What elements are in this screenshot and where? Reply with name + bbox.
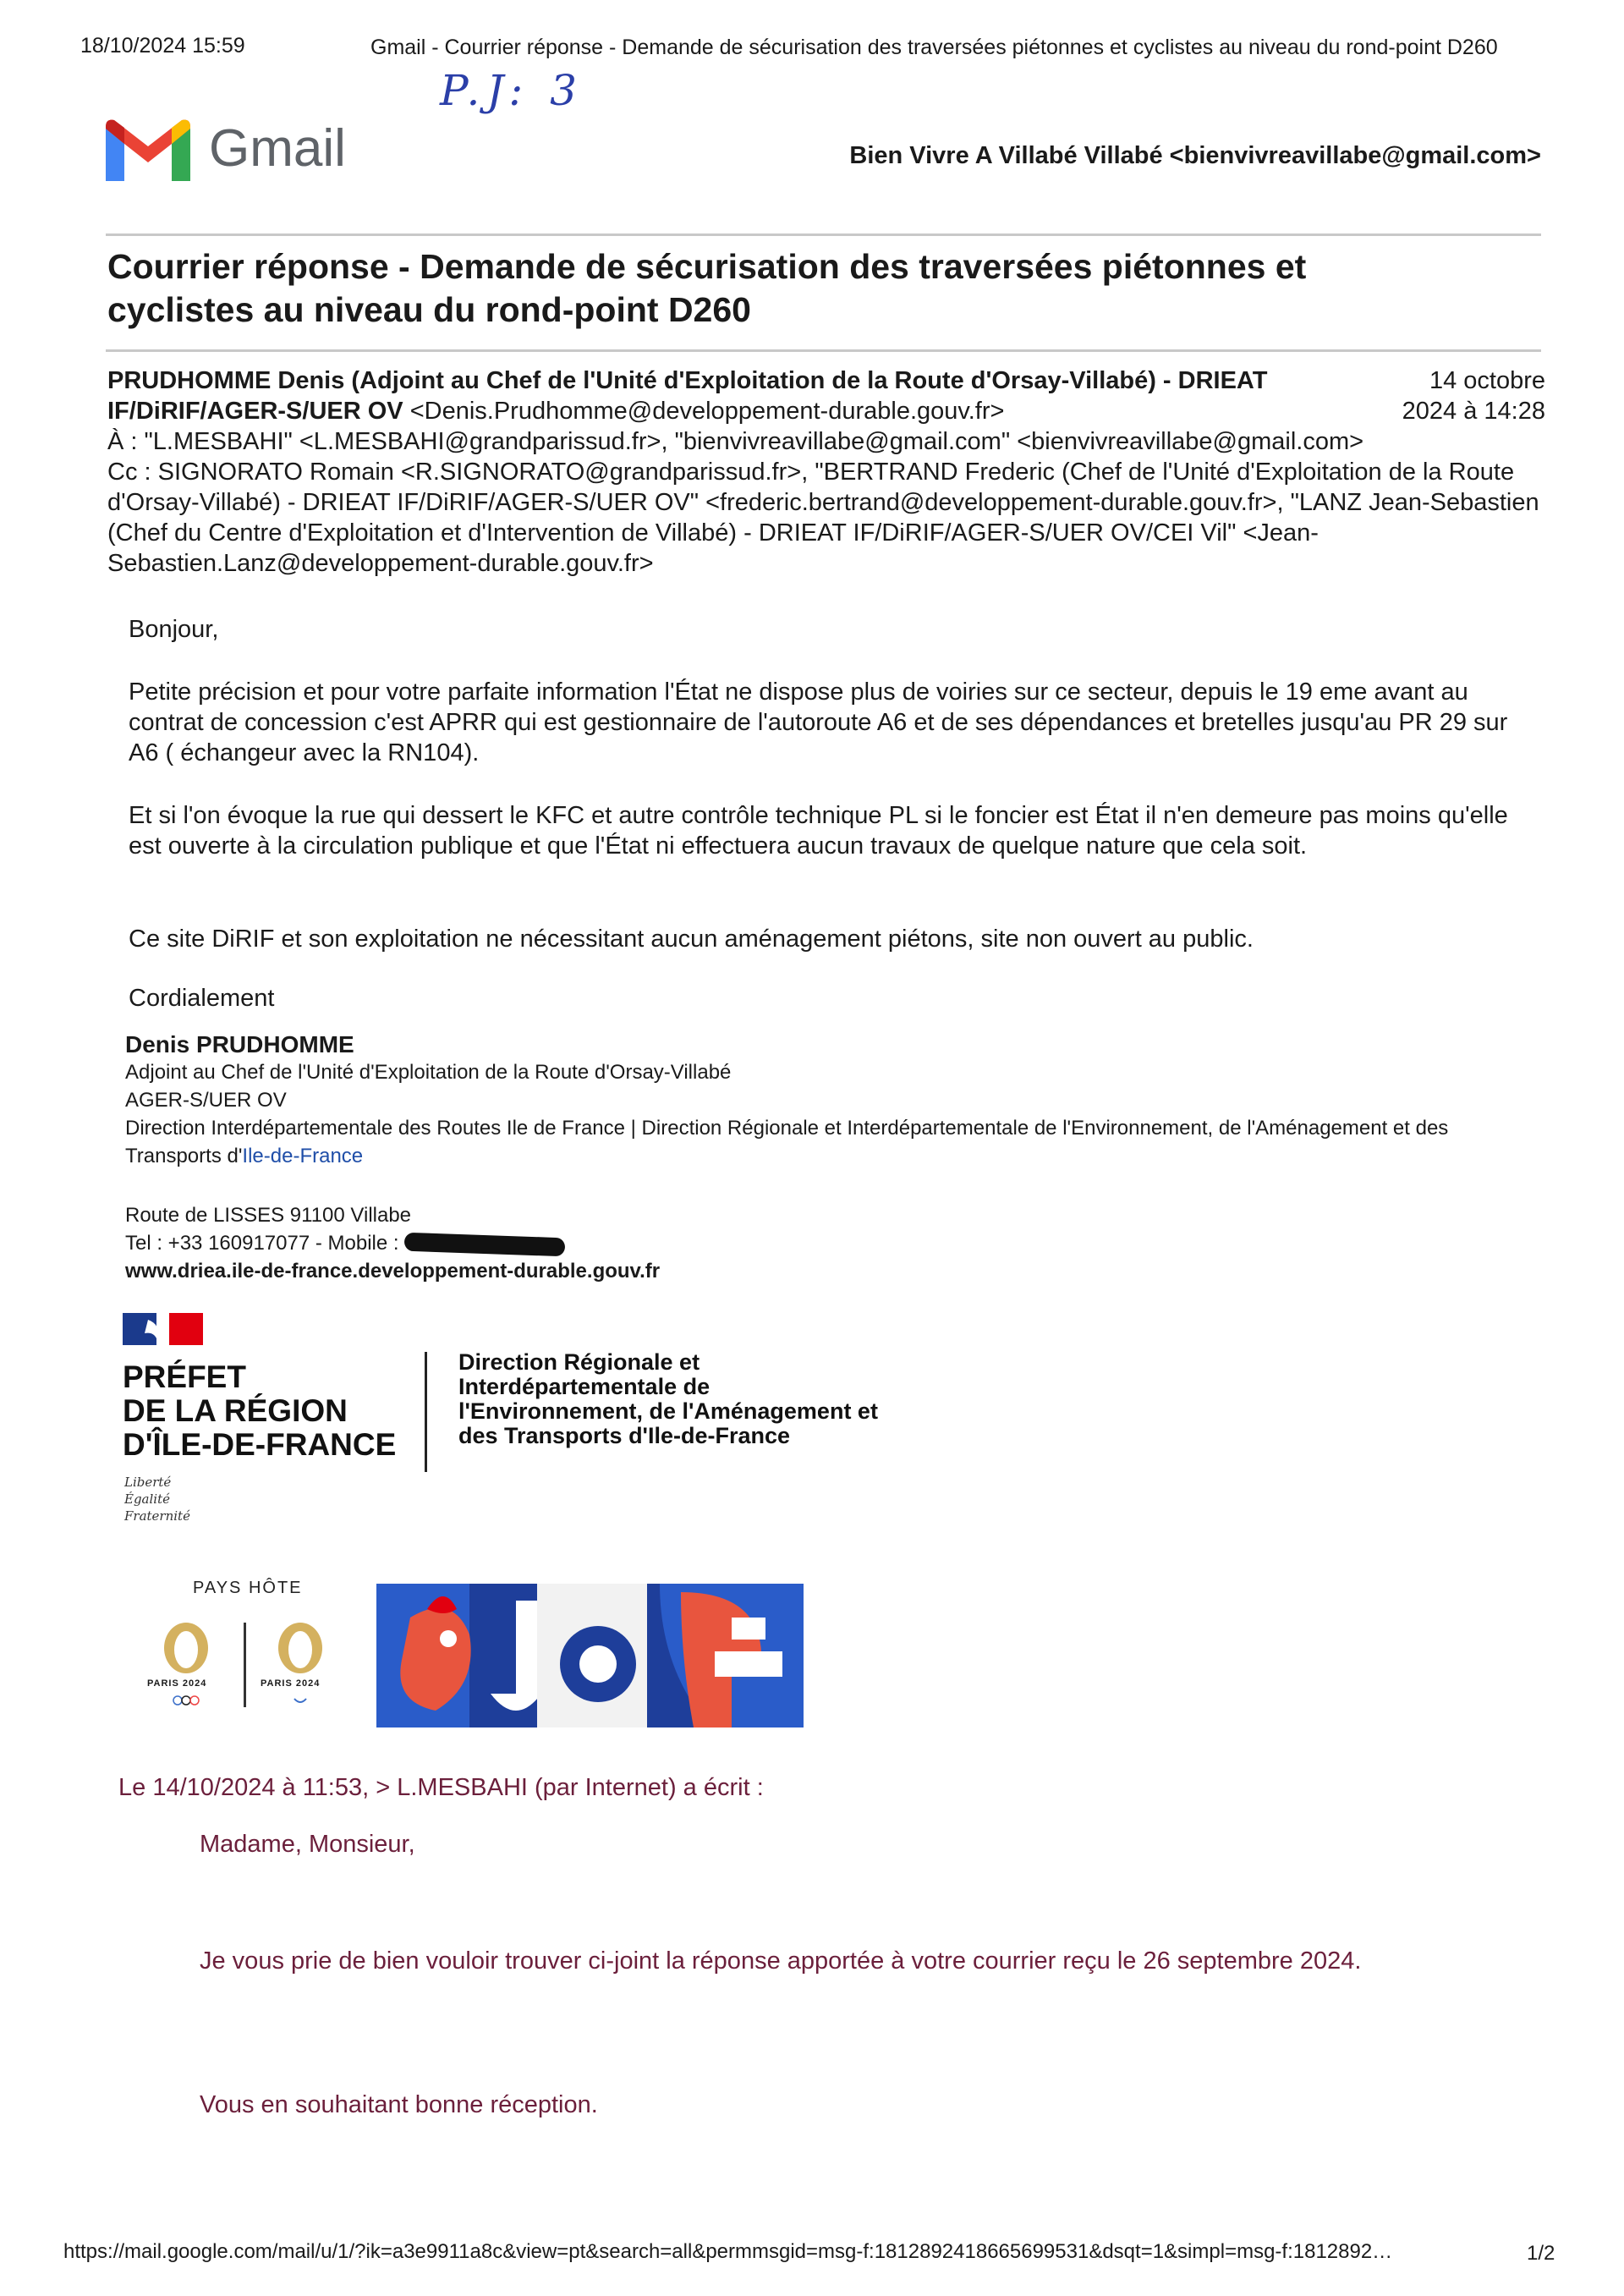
signature [125, 1030, 1529, 1170]
motto-fraternite: Fraternité [124, 1508, 190, 1524]
paris-2024-olympic: PARIS 2024 [147, 1678, 207, 1689]
prefet-title [123, 1360, 419, 1462]
paris-2024-flame-icon [144, 1616, 347, 1717]
body-paragraph-2: Et si l'on évoque la rue qui dessert le KFC et autre contrôle technique PL si le foncier est État il n'en demeure pas moins qu'elle est ouverte à la circulation publique et que l'État ni effectuera aucun travaux de quelque nature que cela soit. [129, 802, 1508, 860]
from-name: PRUDHOMME Denis (Adjoint au Chef de l'Unité d'Exploitation de la Route d'Orsay-Villabé) - DRIEAT IF/DiRIF/AGER-S/UER OV [107, 367, 1268, 425]
email-from [107, 365, 1545, 426]
email-cc: Cc : SIGNORATO Romain <R.SIGNORATO@grandparissud.fr>, "BERTRAND Frederic (Chef de l'Unité d'Exploitation de la Route d'Orsay-Villabé) - DRIEAT IF/DiRIF/AGER-S/UER OV" <frederic.bertrand@developpement-durable.gouv.fr>, "LANZ Jean-Sebastien (Chef du Centre d'Exploitation et d'Intervention de Villabé) - DRIEAT IF/DiRIF/AGER-S/UER OV/CEI Vil" <Jean-Sebastien.Lanz@developpement-durable.gouv.fr> [107, 459, 1539, 577]
signature-name: Denis PRUDHOMME [125, 1031, 354, 1057]
divider [106, 349, 1541, 352]
gmail-wordmark: Gmail [209, 119, 346, 178]
account-address: Bien Vivre A Villabé Villabé <bienvivreavillabe@gmail.com> [849, 142, 1541, 169]
gmail-logo-icon [106, 118, 190, 181]
handwritten-note: P.J: 3 [440, 66, 584, 115]
prefet-line-2: DE LA RÉGION [123, 1393, 348, 1428]
body-greeting: Bonjour, [129, 616, 219, 643]
email-subject: Courrier réponse - Demande de sécurisation des traversées piétonnes et cyclistes au niveau du rond-point D260 [107, 247, 1307, 329]
pays-hote-label: PAYS HÔTE [193, 1579, 303, 1597]
motto-liberte: Liberté [124, 1475, 172, 1490]
signature-tel: Tel : +33 160917077 - Mobile : [125, 1232, 399, 1255]
body-closing: Cordialement [129, 985, 275, 1012]
signature-website[interactable]: www.driea.ile-de-france.developpement-durable.gouv.fr [125, 1260, 661, 1283]
signature-org-text: Direction Interdépartementale des Routes Ile de France | Direction Régionale et Interdépartementale de l'Environnement, de l'Aménagement et des Transports d' [125, 1117, 1449, 1167]
from-email: <Denis.Prudhomme@developpement-durable.gouv.fr> [409, 398, 1005, 425]
body-paragraph-3: Ce site DiRIF et son exploitation ne nécessitant aucun aménagement piétons, site non ouvert au public. [129, 926, 1254, 953]
signature-contact [125, 1201, 1529, 1285]
print-page-title: Gmail - Courrier réponse - Demande de sécurisation des traversées piétonnes et cyclistes au niveau du rond-point D260 [370, 36, 1498, 59]
prefet-line-1: PRÉFET [123, 1359, 246, 1394]
email-date: 14 octobre 2024 à 14:28 [1402, 367, 1545, 425]
signature-role: Adjoint au Chef de l'Unité d'Exploitation de la Route d'Orsay-Villabé [125, 1061, 732, 1084]
quote-paragraph-1: Je vous prie de bien vouloir trouver ci-joint la réponse apportée à votre courrier reçu le 26 septembre 2024. [200, 1947, 1362, 1975]
signature-tel-line [125, 1229, 1529, 1257]
divider [106, 233, 1541, 236]
body-paragraph-1: Petite précision et pour votre parfaite information l'État ne dispose plus de voiries sur ce secteur, depuis le 19 eme avant au contrat de concession c'est APRR qui est gestionnaire de l'autoroute A6 et de ses dépendances et bretelles jusqu'au PR 29 sur A6 ( échangeur avec la RN104). [129, 678, 1508, 766]
print-url: https://mail.google.com/mail/u/1/?ik=a3e9911a8c&view=pt&search=all&permmsgid=msg-f:1812892418665699531&dsqt=1&simpl=msg-f:1812892… [63, 2240, 1393, 2263]
paris-2024-paralympic: PARIS 2024 [261, 1678, 321, 1689]
signature-address: Route de LISSES 91100 Villabe [125, 1204, 412, 1227]
signature-unit: AGER-S/UER OV [125, 1089, 287, 1112]
quote-greeting: Madame, Monsieur, [200, 1831, 415, 1858]
marianne-flag-icon [123, 1313, 203, 1345]
email-meta [107, 365, 1545, 579]
quote-header: Le 14/10/2024 à 11:53, > L.MESBAHI (par Internet) a écrit : [118, 1774, 764, 1801]
email-to: À : "L.MESBAHI" <L.MESBAHI@grandparissud.fr>, "bienvivreavillabe@gmail.com" <bienvivreavillabe@gmail.com> [107, 428, 1364, 455]
redaction-mark [404, 1232, 566, 1256]
paris-2024-logos [144, 1616, 347, 1717]
quote-paragraph-2: Vous en souhaitant bonne réception. [200, 2091, 598, 2118]
prefet-line-3: D'ÎLE-DE-FRANCE [123, 1427, 397, 1462]
jo-graphic-icon [376, 1584, 804, 1727]
signature-org [125, 1114, 1529, 1170]
dreal-name: Direction Régionale et Interdépartementale de l'Environnement, de l'Aménagement et des Transports d'Ile-de-France [458, 1349, 878, 1448]
motto [124, 1474, 190, 1524]
motto-egalite: Égalité [124, 1491, 170, 1507]
print-datetime: 18/10/2024 15:59 [80, 34, 245, 58]
logo-divider [425, 1352, 427, 1472]
page-number: 1/2 [1527, 2242, 1555, 2265]
signature-org-link[interactable]: Ile-de-France [242, 1145, 364, 1167]
